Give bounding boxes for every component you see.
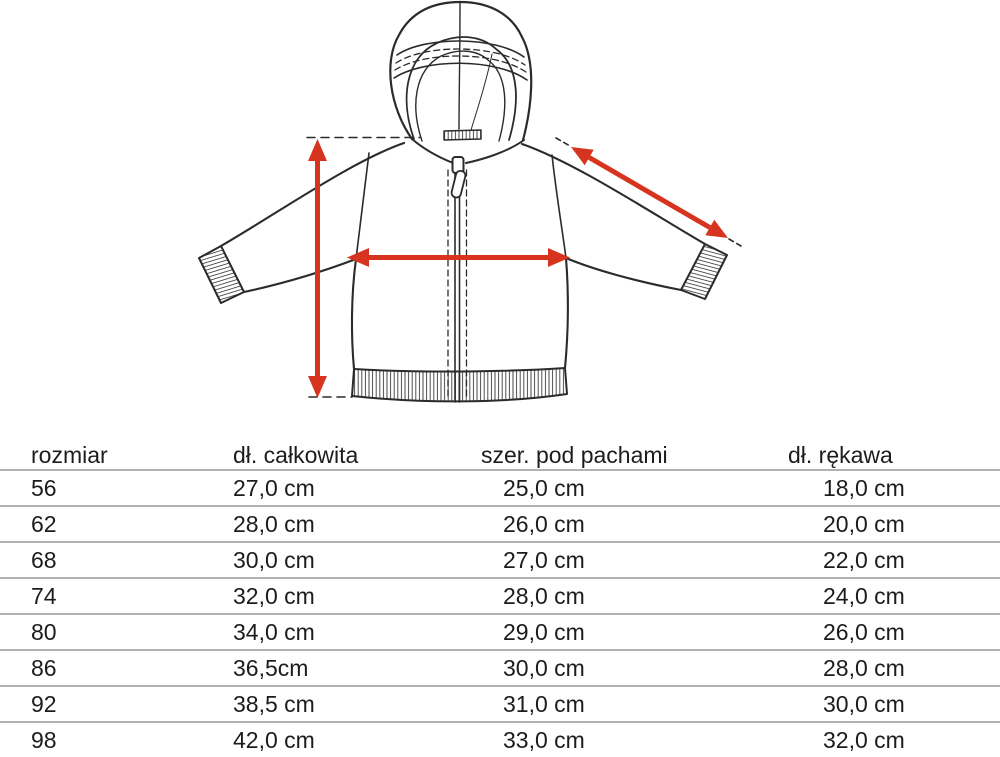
- size-value: 86: [31, 654, 57, 681]
- jacket-outline: [199, 2, 741, 402]
- chest-width-value: 30,0 cm: [503, 654, 585, 681]
- sleeve-length-value: 20,0 cm: [823, 510, 905, 537]
- sleeve-length-value: 24,0 cm: [823, 582, 905, 609]
- sleeve-length-value: 18,0 cm: [823, 474, 905, 501]
- zipper: [448, 157, 467, 402]
- size-value: 56: [31, 474, 57, 501]
- sleeve-length-value: 30,0 cm: [823, 690, 905, 717]
- chest-width-value: 33,0 cm: [503, 726, 585, 753]
- column-header-total-length: dł. całkowita: [233, 441, 359, 468]
- hood-center-seam: [459, 3, 460, 129]
- table-row-80: [0, 615, 1000, 651]
- table-header-row: [0, 441, 1000, 471]
- hood: [390, 2, 531, 163]
- left-sleeve: [199, 143, 404, 303]
- sleeve-length-value: 26,0 cm: [823, 618, 905, 645]
- right-cuff: [681, 244, 727, 299]
- left-cuff: [199, 246, 244, 303]
- size-value: 80: [31, 618, 57, 645]
- arrowhead-up: [308, 139, 327, 161]
- neck-ribbing: [444, 130, 481, 140]
- table-row-62: [0, 507, 1000, 543]
- total-length-value: 34,0 cm: [233, 618, 315, 645]
- total-length-value: 42,0 cm: [233, 726, 315, 753]
- chest-width-value: 31,0 cm: [503, 690, 585, 717]
- total-length-value: 32,0 cm: [233, 582, 315, 609]
- table-row-86: [0, 651, 1000, 687]
- chest-width-value: 26,0 cm: [503, 510, 585, 537]
- size-table: [0, 441, 1000, 757]
- chest-width-arrow: [347, 248, 570, 267]
- column-header-sleeve-length: dł. rękawa: [788, 441, 893, 468]
- chest-width-value: 29,0 cm: [503, 618, 585, 645]
- chest-width-value: 28,0 cm: [503, 582, 585, 609]
- size-value: 92: [31, 690, 57, 717]
- chest-width-value: 27,0 cm: [503, 546, 585, 573]
- size-value: 68: [31, 546, 57, 573]
- total-length-value: 30,0 cm: [233, 546, 315, 573]
- chest-width-value: 25,0 cm: [503, 474, 585, 501]
- arrowhead-left: [347, 248, 369, 267]
- table-row-56: [0, 471, 1000, 507]
- arrowhead-down: [308, 376, 327, 398]
- total-length-value: 36,5cm: [233, 654, 309, 681]
- total-length-value: 27,0 cm: [233, 474, 315, 501]
- sleeve-length-value: 22,0 cm: [823, 546, 905, 573]
- measurement-guides: [307, 138, 741, 398]
- column-header-size: rozmiar: [31, 441, 108, 468]
- total-length-value: 28,0 cm: [233, 510, 315, 537]
- table-row-92: [0, 687, 1000, 723]
- sleeve-length-arrow: [571, 147, 728, 238]
- total-length-value: 38,5 cm: [233, 690, 315, 717]
- total-length-arrow: [308, 139, 327, 398]
- table-row-98: [0, 723, 1000, 757]
- sleeve-length-value: 28,0 cm: [823, 654, 905, 681]
- table-row-74: [0, 579, 1000, 615]
- column-header-chest-width: szer. pod pachami: [481, 441, 668, 468]
- size-value: 98: [31, 726, 57, 753]
- table-row-68: [0, 543, 1000, 579]
- zipper-pull: [451, 170, 467, 198]
- size-value: 74: [31, 582, 57, 609]
- sleeve-length-value: 32,0 cm: [823, 726, 905, 753]
- size-value: 62: [31, 510, 57, 537]
